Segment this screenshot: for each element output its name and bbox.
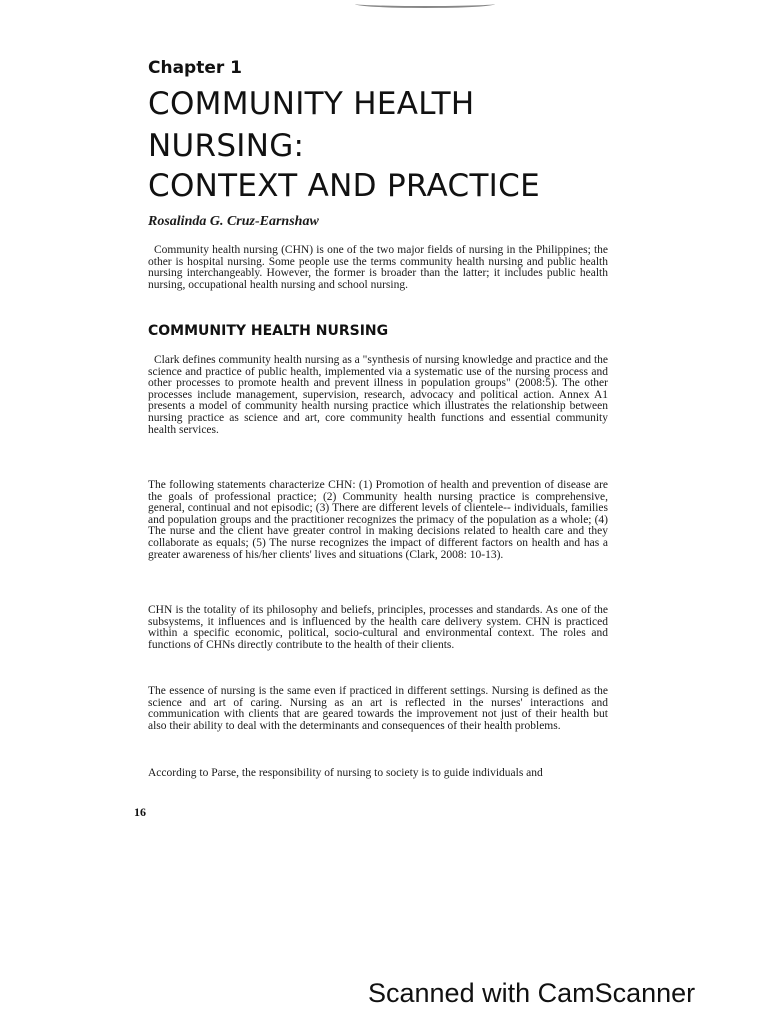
chapter-label: Chapter 1: [148, 58, 243, 78]
scan-edge-shadow: [355, 0, 495, 8]
intro-paragraph: Community health nursing (CHN) is one of the two major fields of nursing in the Philippines; the other is hospital nursing. Some people use the terms community health nursing and public health nursing interchangeably. However, the former is broader than the latter; it includes public health nursing, occupational health nursing and school nursing.: [148, 244, 608, 291]
body-paragraph-5: According to Parse, the responsibility of nursing to society is to guide individuals and: [148, 767, 543, 779]
body-paragraph-1: Clark defines community health nursing as a "synthesis of nursing knowledge and practice and the science and practice of public health, implemented via a systematic use of the nursing process and other processes to promote health and prevent illness in population groups" (2008:5). The other processes include management, supervision, research, advocacy and political action. Annex A1 presents a model of community health nursing practice which illustrates the relationship between nursing practice as science and art, core community health functions and essential community health services.: [148, 354, 608, 436]
body-paragraph-3: CHN is the totality of its philosophy and beliefs, principles, processes and standards. As one of the subsystems, it influences and is influenced by the health care delivery system. CHN is practiced within a specific economic, political, socio-cultural and environmental context. The roles and functions of CHNs directly contribute to the health of their clients.: [148, 604, 608, 651]
chapter-title-line-3: CONTEXT AND PRACTICE: [148, 168, 540, 204]
body-paragraph-4: The essence of nursing is the same even if practiced in different settings. Nursing is defined as the science and art of caring. Nursing as an art is reflected in the nurses' interactions and communication with clients that are geared towards the improvement not just of their health but also their ability to deal with the determinants and consequences of their health problems.: [148, 685, 608, 732]
camscanner-watermark: Scanned with CamScanner: [368, 978, 696, 1008]
chapter-title-line-2: NURSING:: [148, 128, 305, 164]
chapter-title-line-1: COMMUNITY HEALTH: [148, 86, 475, 122]
author-name: Rosalinda G. Cruz-Earnshaw: [148, 214, 319, 229]
body-paragraph-2: The following statements characterize CHN: (1) Promotion of health and prevention of disease are the goals of professional practice; (2) Community health nursing practice is comprehensive, general, continual and not episodic; (3) There are different levels of clientele-- individuals, families and population groups and the practitioner recognizes the primacy of the population as a whole; (4) The nurse and the client have greater control in making decisions related to health care and they collaborate as equals; (5) The nurse recognizes the impact of different factors on health and has a greater awareness of his/her clients' lives and situations (Clark, 2008: 10-13).: [148, 479, 608, 561]
page-number: 16: [134, 805, 146, 819]
section-heading: COMMUNITY HEALTH NURSING: [148, 323, 389, 339]
